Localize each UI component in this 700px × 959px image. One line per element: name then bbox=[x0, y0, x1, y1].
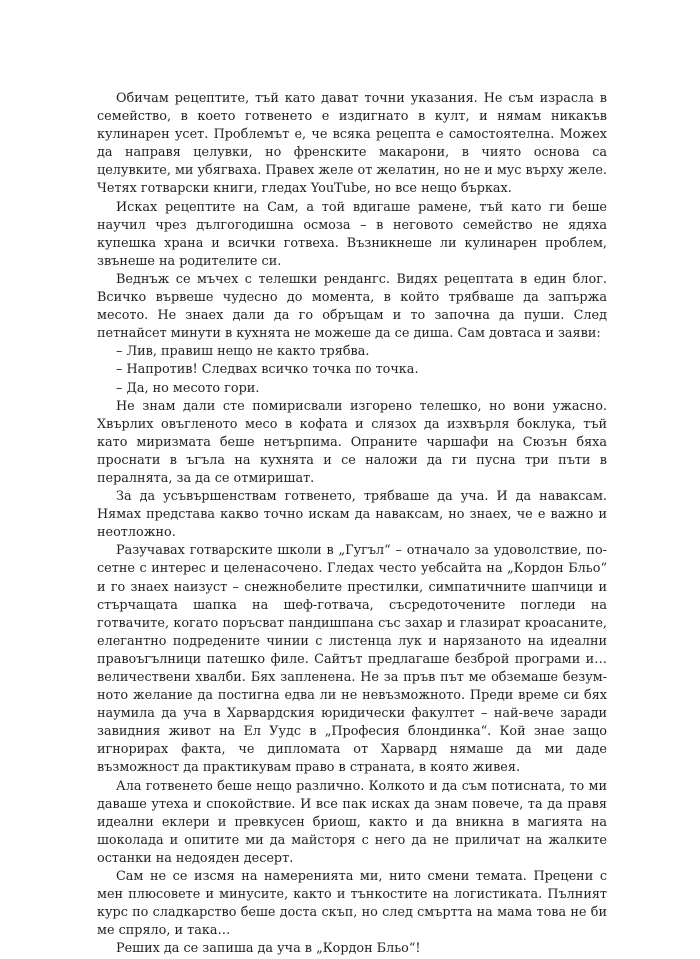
dialogue-line-3: – Да, но месото гори. bbox=[116, 380, 260, 396]
paragraph-2: Исках рецептите на Сам, а той вдигаше рамене, тъй като ги беше научил чрез дългогодишна осмоза – в неговото семейство не ядяха купешка храна и всички готвеха. Възникнеше ли кулинарен проблем, звънеше на родителите си. bbox=[97, 199, 607, 269]
paragraph-7: Ала готвенето беше нещо различно. Колкото и да съм потисната, то ми даваше утеха и спокойствие. И все пак исках да знам повече, та да правя идеални еклери и превкусен бриош, както и да вникна в магията на шоколада и опитите ми да майсторя с него да не приличат на жалките останки на недояден десерт. bbox=[97, 778, 607, 866]
paragraph-9: Реших да се запиша да уча в „Кордон Бльо“! bbox=[116, 941, 421, 957]
dialogue-line-2: – Напротив! Следвах всичко точка по точка. bbox=[116, 362, 419, 378]
paragraph-5: За да усъвършенствам готвенето, трябваше да уча. И да наваксам. Нямах представа какво точно искам да наваксам, но знаех, че е важно и неотложно. bbox=[97, 489, 607, 541]
dialogue-line-1: – Лив, правиш нещо не както трябва. bbox=[116, 344, 370, 360]
paragraph-6: Разучавах готварските школи в „Гугъл“ – отначало за удоволствие, по-сетне с интерес и целенасочено. Гледах често уебсайта на „Кордон Бльо“ и го знаех наизуст – снежнобелите престилки, симпатичните шапчици и стърчащата шапка на шеф-готвача, съсредоточените погледи на готвачите, когато поръсват пандишпана със захар и глазират кроасаните, елегантно подредените чинии с листенца лук и нарязаното на идеални правоъгълници патешко филе. Сайтът предлагаше безброй програми и… величествени хвалби. Бях запленена. Не за пръв път ме обземаше безум-ното желание да постигна едва ли не невъзможното. Преди време си бях наумила да уча в Харвардския юридически факултет – най-вече заради завидния живот на Ел Уудс в „Професия блондинка“. Кой знае защо игнорирах факта, че дипломата от Харвард нямаше да ми даде възможност да практикувам право в страната, в която живея. bbox=[97, 543, 607, 776]
book-page-text bbox=[97, 90, 607, 959]
paragraph-1: Обичам рецептите, тъй като дават точни указания. Не съм израсла в семейство, в което готвенето е издигнато в култ, и нямам никакъв кулинарен усет. Проблемът е, че всяка рецепта е самостоятелна. Можех да направя целувки, но френските макарони, в чиято основа са целувките, ми убягваха. Правех желе от желатин, но не и мус върху желе. Четях готварски книги, гледах YouTube, но все нещо бъркаx. bbox=[97, 91, 608, 197]
paragraph-8: Сам не се изсмя на намеренията ми, нито смени темата. Прецени с мен плюсовете и минусите, както и тънкостите на логистиката. Пълният курс по сладкарство беше доста скъп, но след смъртта на мама това не би ме спряло, и така… bbox=[97, 869, 607, 939]
paragraph-3: Веднъж се мъчех с телешки рендангс. Видях рецептата в един блог. Всичко вървеше чудесно до момента, в който трябваше да запържа месото. Не знаех дали да го обръщам и то започна да пуши. След петнайсет минути в кухнята не можеше да се диша. Сам довтаса и заяви: bbox=[97, 271, 607, 342]
paragraph-4: Не знам дали сте помирисвали изгорено телешко, но вони ужасно. Хвърлих овъгленото месо в кофата и слязох да изхвърля боклука, тъй като миризмата беше нетърпима. Опраните чаршафи на Сюзън бяха проснати в ъгъла на кухнята и се наложи да ги пусна три пъти в пералнята, за да се отмиришат. bbox=[97, 398, 607, 486]
